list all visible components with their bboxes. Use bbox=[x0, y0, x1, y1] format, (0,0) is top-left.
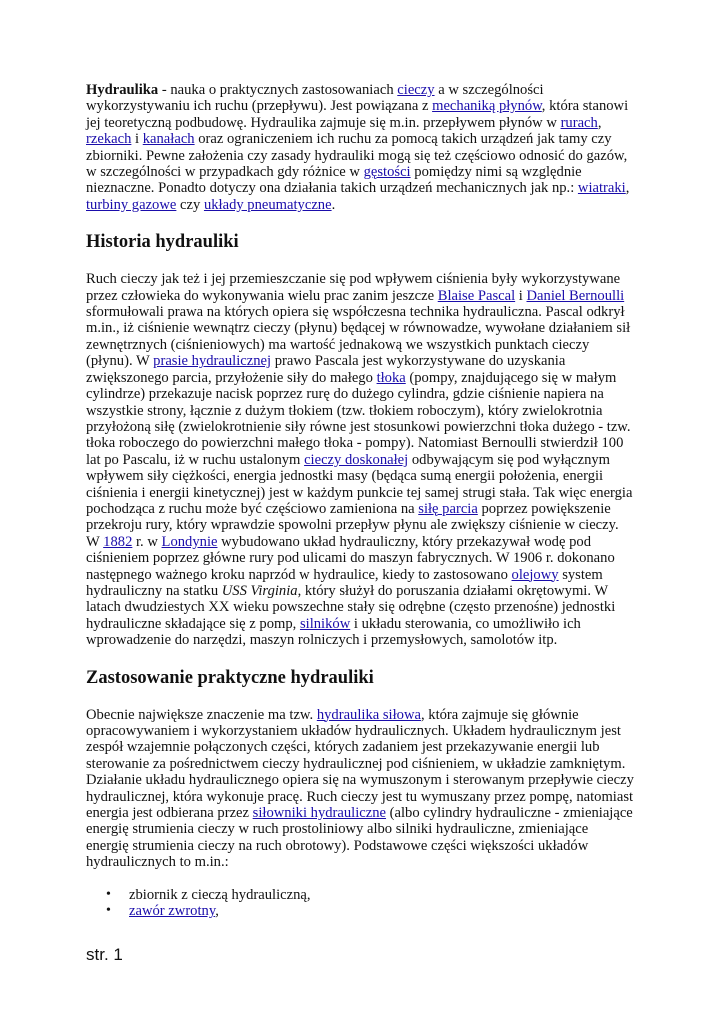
text-run: , bbox=[597, 114, 602, 131]
link-uklady-pneumatyczne[interactable]: układy pneumatyczne bbox=[203, 196, 332, 213]
link-wiatraki[interactable]: wiatraki bbox=[577, 180, 626, 197]
ship-name: USS Virginia bbox=[221, 582, 298, 599]
application-paragraph bbox=[86, 707, 634, 871]
section-heading-zastosowanie: Zastosowanie praktyczne hydrauliki bbox=[86, 667, 374, 688]
text-run: , który służył do poruszania działami okrętowymi. W latach dwudziestych XX wieku powszechne stały się odrębne (często przenośne) jednostki hydrauliczne składające się z pomp, bbox=[86, 582, 616, 632]
link-prasie-hydraulicznej[interactable]: prasie hydraulicznej bbox=[153, 353, 272, 370]
text-run: poprzez powiększenie przekroju rury, który wprawdzie spowolni przepływ płynu ale zwiększy ciśnienie w cieczy. W bbox=[86, 500, 619, 550]
link-rurach[interactable]: rurach bbox=[560, 114, 598, 131]
text-run: Ruch cieczy jak też i jej przemieszczanie się pod wpływem ciśnienia były wykorzystywane przez człowieka do wykonywania wielu prac zanim jeszcze bbox=[86, 271, 621, 304]
link-gestosci[interactable]: gęstości bbox=[363, 164, 411, 181]
list-item-text: zbiornik z cieczą hydrauliczną, bbox=[129, 886, 311, 903]
link-silowniki-hydrauliczne[interactable]: siłowniki hydrauliczne bbox=[252, 805, 387, 822]
text-run: r. w bbox=[132, 533, 162, 550]
link-olejowy[interactable]: olejowy bbox=[511, 566, 559, 583]
text-run: . bbox=[331, 196, 336, 213]
link-londynie[interactable]: Londynie bbox=[161, 533, 218, 550]
text-run: sformułowali prawa na których opiera się współczesna technika hydrauliczna. Pascal odkrył m.in., iż ciśnienie wewnątrz cieczy (płynu) będącej w równowadze, wywołane działaniem sił zewnętrznych (ciśnieniowych) ma wartość jednakową we wszystkich punktach cieczy (płynu). W bbox=[86, 304, 631, 370]
text-run: wybudowano układ hydrauliczny, który przekazywał wodę pod ciśnieniem poprzez główne rury pod ulicami do maszyn fabrycznych. W 1906 r. dokonano następnego ważnego kroku naprzód w hydraulice, kiedy to zastosowano bbox=[86, 533, 615, 583]
document-page bbox=[86, 82, 634, 919]
text-run: i bbox=[131, 131, 143, 148]
text-run: pomiędzy nimi są względnie nieznaczne. Ponadto dotyczy ona działania takich urządzeń mechanicznych jak np.: bbox=[86, 164, 582, 197]
text-run: - nauka o praktycznych zastosowaniach bbox=[158, 82, 398, 98]
text-run: i układu sterowania, co umożliwiło ich wprowadzenie do narzędzi, maszyn rolniczych i przemysłowych, samolotów itp. bbox=[86, 615, 581, 649]
link-mechanika-plynow[interactable]: mechaniką płynów bbox=[432, 98, 542, 115]
link-cieczy[interactable]: cieczy bbox=[397, 82, 435, 98]
text-run: , która zajmuje się głównie opracowywaniem i wykorzystaniem układów hydraulicznych. Układem hydraulicznym jest zespół wzajemnie połączonych części, których zadaniem jest przekazywanie energii lub sterowanie za pośrednictwem cieczy hydraulicznej pod ciśnieniem, w układzie zamkniętym. Działanie układu hydraulicznego opiera się na wymuszonym i sterowanym przepływie cieczy hydraulicznej, która wykonuje pracę. Ruch cieczy jest tu wymuszany przez pompę, natomiast energia jest odbierana przez bbox=[86, 706, 634, 822]
text-run: czy bbox=[176, 196, 204, 213]
components-list bbox=[86, 887, 634, 920]
page-number: str. 1 bbox=[86, 945, 123, 964]
link-1882[interactable]: 1882 bbox=[103, 533, 133, 550]
text-run: Obecnie największe znaczenie ma tzw. bbox=[86, 706, 317, 723]
intro-paragraph bbox=[86, 82, 634, 213]
link-silnikow[interactable]: silników bbox=[299, 615, 351, 632]
link-turbiny-gazowe[interactable]: turbiny gazowe bbox=[86, 196, 177, 213]
link-kanalach[interactable]: kanałach bbox=[142, 131, 195, 148]
text-run: (albo cylindry hydrauliczne - zmieniające energię strumienia cieczy w ruch prostoliniowy albo silniki hydrauliczne, zmieniające energię strumienia cieczy na ruch obrotowy). Podstawowe części większości układów hydraulicznych to m.in.: bbox=[86, 805, 633, 871]
text-run: system hydrauliczny na statku bbox=[86, 566, 603, 599]
bullet-icon: • bbox=[106, 886, 111, 902]
list-item bbox=[86, 903, 634, 919]
link-sile-parcia[interactable]: siłę parcia bbox=[418, 500, 478, 517]
link-rzekach[interactable]: rzekach bbox=[86, 131, 132, 148]
history-paragraph bbox=[86, 271, 634, 648]
text-run: , która stanowi jej teoretyczną podbudowę. Hydraulika zajmuje się m.in. przepływem płynów w bbox=[86, 98, 629, 131]
term-hydraulika: Hydraulika bbox=[86, 82, 159, 98]
link-cieczy-doskonalej[interactable]: cieczy doskonałej bbox=[304, 451, 409, 468]
link-daniel-bernoulli[interactable]: Daniel Bernoulli bbox=[526, 287, 625, 304]
text-run: , bbox=[625, 180, 630, 197]
link-hydraulika-silowa[interactable]: hydraulika siłowa bbox=[316, 706, 421, 723]
text-run: prawo Pascala jest wykorzystywane do uzyskania zwiększonego parcia, przyłożenie siły do małego bbox=[86, 353, 566, 386]
section-heading-historia: Historia hydrauliki bbox=[86, 232, 239, 253]
link-zawor-zwrotny[interactable]: zawór zwrotny bbox=[129, 903, 216, 920]
text-run: (pompy, znajdującego się w małym cylindrze) przekazuje nacisk poprzez rurę do dużego cylindra, gdzie ciśnienie napiera na wszystkie strony, łącznie z dużym tłokiem (tzw. tłokiem roboczym), który zwielokrotnia przyłożoną siłę (zwielokrotnienie siły równe jest stosunkowi powierzchni tłoka dużego - tzw. tłoka roboczego do powierzchni małego tłoka - pompy). Natomiast Bernoulli stwierdził 100 lat po Pascalu, iż w ruchu ustalonym bbox=[86, 369, 631, 468]
text-run: i bbox=[515, 287, 527, 304]
bullet-icon: • bbox=[106, 903, 111, 919]
list-item-text: , bbox=[215, 903, 219, 920]
link-blaise-pascal[interactable]: Blaise Pascal bbox=[437, 287, 516, 304]
text-run: odbywającym się pod wyłącznym wpływem siły ciężkości, energia jednostki masy (będąca sumą energii położenia, energii ciśnienia i energii kinetycznej) jest w każdym punkcie tej samej strugi stała. Tak więc energia pochodząca z ruchu może być częściowo zamieniona na bbox=[86, 451, 633, 517]
list-item bbox=[86, 887, 634, 903]
text-run: a w szczególności wykorzystywaniu ich ruchu (przepływu). Jest powiązana z bbox=[86, 82, 544, 115]
link-tloka[interactable]: tłoka bbox=[376, 369, 406, 386]
text-run: oraz ograniczeniem ich ruchu za pomocą takich urządzeń jak tamy czy zbiorniki. Pewne założenia czy zasady hydrauliki mogą się też częściowo odnosić do gazów, w szczególności w przypadkach gdy różnice w bbox=[86, 131, 628, 181]
